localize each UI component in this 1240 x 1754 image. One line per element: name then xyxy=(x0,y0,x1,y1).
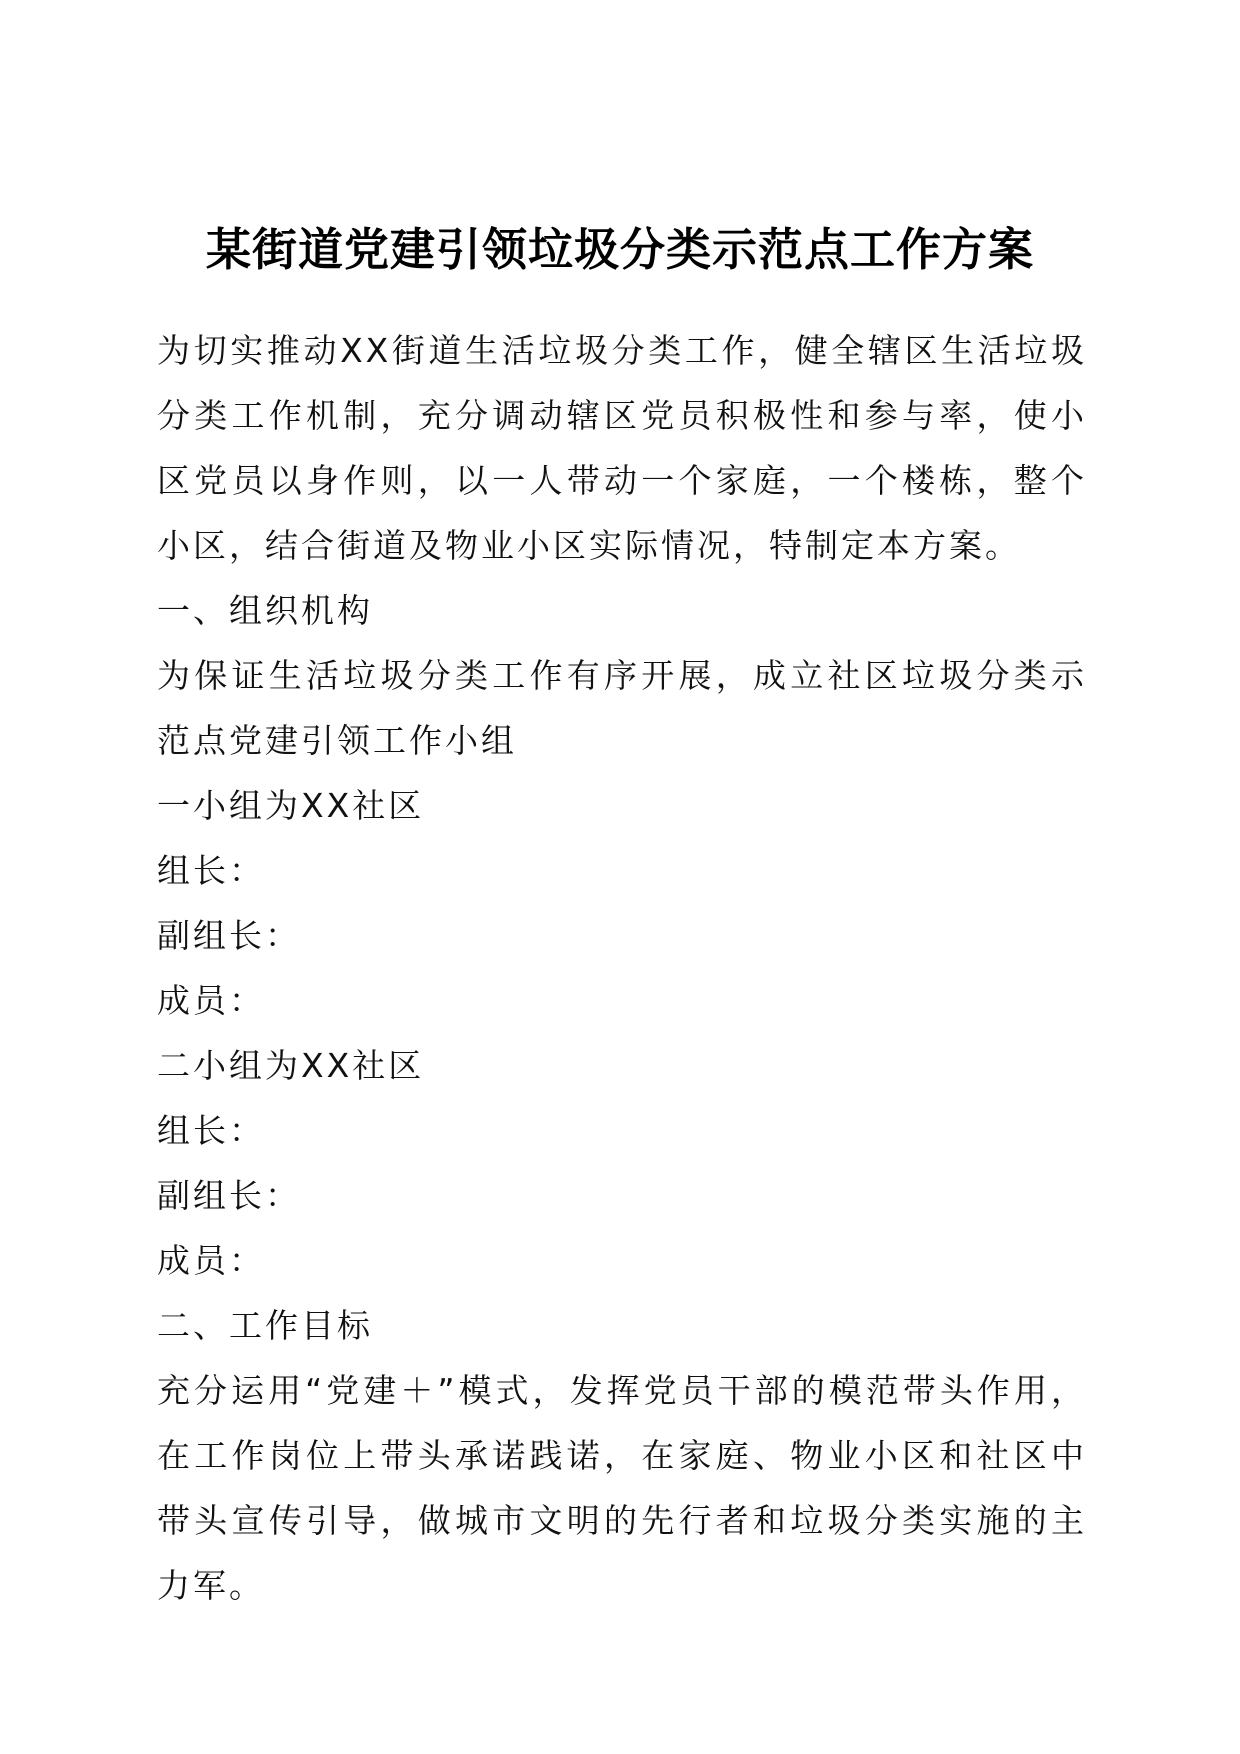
section-heading-goals: 二、工作目标 xyxy=(157,1306,373,1345)
document-title: 某街道党建引领垃圾分类示范点工作方案 xyxy=(205,223,1034,276)
goals-paragraph: 充分运用“党建＋”模式，发挥党员干部的模范带头作用，在工作岗位上带头承诺践诺，在家庭、物业小区和社区中带头宣传引导，做城市文明的先行者和垃圾分类实施的主力军。 xyxy=(157,1371,1087,1605)
group-two-label: 二小组为XX社区 xyxy=(157,1046,425,1085)
group-one-deputy-leader: 副组长： xyxy=(157,916,301,955)
group-one-label: 一小组为XX社区 xyxy=(157,786,425,825)
group-two-leader: 组长： xyxy=(157,1111,265,1150)
intro-paragraph: 为切实推动XX街道生活垃圾分类工作，健全辖区生活垃圾分类工作机制，充分调动辖区党员积极性和参与率，使小区党员以身作则，以一人带动一个家庭，一个楼栋，整个小区，结合街道及物业小区实际情况，特制定本方案。 xyxy=(157,331,1087,565)
group-one-leader: 组长： xyxy=(157,851,265,890)
group-two-deputy-leader: 副组长： xyxy=(157,1176,301,1215)
section-heading-organization: 一、组织机构 xyxy=(157,591,373,630)
group-one-members: 成员： xyxy=(157,981,265,1020)
group-two-members: 成员： xyxy=(157,1241,265,1280)
organization-paragraph: 为保证生活垃圾分类工作有序开展，成立社区垃圾分类示范点党建引领工作小组 xyxy=(157,656,1087,760)
document-body xyxy=(157,318,1087,1618)
